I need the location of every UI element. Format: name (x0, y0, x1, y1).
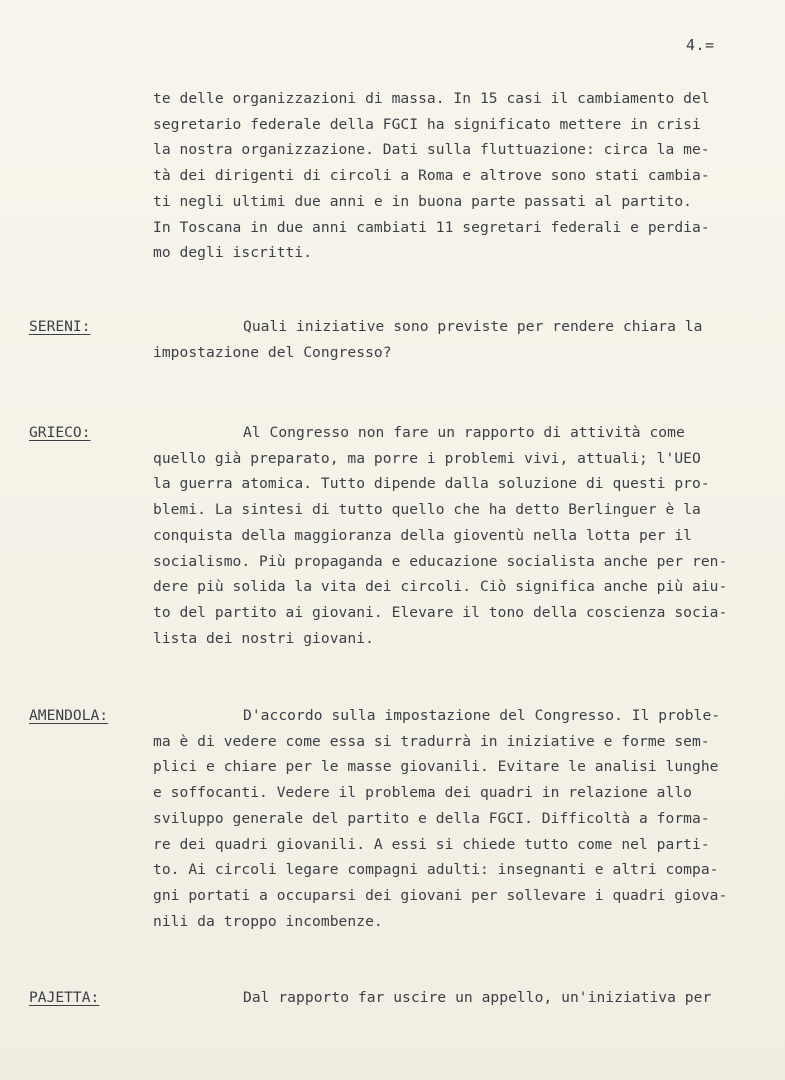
text-line: quello già preparato, ma porre i problemi vivi, attuali; l'UEO (153, 449, 701, 467)
text-line: D'accordo sulla impostazione del Congresso. Il proble- (243, 707, 721, 724)
text-line: dere più solida la vita dei circoli. Ciò significa anche più aiu- (153, 578, 728, 596)
text-line: lista dei nostri giovani. (153, 629, 374, 647)
text-line: e soffocanti. Vedere il problema dei quadri in relazione allo (153, 784, 693, 802)
text-line: nili da troppo incombenze. (153, 912, 383, 930)
text-line: sviluppo generale del partito e della FGCI. Difficoltà a forma- (153, 809, 710, 827)
text-line: to. Ai circoli legare compagni adulti: insegnanti e altri compa- (153, 861, 719, 879)
text-line: socialismo. Più propaganda e educazione socialista anche per ren- (153, 552, 728, 570)
text-line: Al Congresso non fare un rapporto di attività come (243, 424, 685, 441)
text-line: conquista della maggioranza della gioventù nella lotta per il (153, 526, 693, 544)
text-line: te delle organizzazioni di massa. In 15 casi il cambiamento del (153, 90, 710, 107)
intro-paragraph (153, 86, 710, 266)
page-number: 4.= (686, 36, 715, 54)
text-line: mo degli iscritti. (153, 244, 313, 262)
text-line: blemi. La sintesi di tutto quello che ha detto Berlinguer è la (153, 501, 701, 519)
intervention-pajetta (153, 985, 711, 1011)
text-line: Dal rapporto far uscire un appello, un'iniziativa per (243, 989, 712, 1006)
text-line: gni portati a occuparsi dei giovani per sollevare i quadri giova- (153, 886, 728, 904)
speaker-label-sereni: SERENI: (29, 318, 91, 335)
text-line: la guerra atomica. Tutto dipende dalla soluzione di questi pro- (153, 475, 710, 493)
speaker-label-amendola: AMENDOLA: (29, 707, 109, 724)
intervention-grieco (153, 420, 727, 651)
intervention-amendola (153, 703, 727, 934)
text-line: re dei quadri giovanili. A essi si chiede tutto come nel parti- (153, 835, 710, 853)
text-line: In Toscana in due anni cambiati 11 segretari federali e perdia- (153, 218, 710, 236)
text-line: tà dei dirigenti di circoli a Roma e altrove sono stati cambia- (153, 167, 710, 185)
text-line: ma è di vedere come essa si tradurrà in iniziative e forme sem- (153, 732, 710, 750)
text-line: ti negli ultimi due anni e in buona parte passati al partito. (153, 192, 693, 210)
text-line: plici e chiare per le masse giovanili. Evitare le analisi lunghe (153, 758, 719, 776)
text-line: la nostra organizzazione. Dati sulla fluttuazione: circa la me- (153, 141, 710, 159)
text-line: to del partito ai giovani. Elevare il tono della coscienza socia- (153, 603, 728, 621)
speaker-label-pajetta: PAJETTA: (29, 989, 100, 1006)
intervention-sereni (153, 314, 702, 365)
text-line: impostazione del Congresso? (153, 343, 392, 361)
speaker-label-grieco: GRIECO: (29, 424, 91, 441)
text-line: segretario federale della FGCI ha significato mettere in crisi (153, 115, 701, 133)
text-line: Quali iniziative sono previste per rendere chiara la (243, 318, 703, 335)
